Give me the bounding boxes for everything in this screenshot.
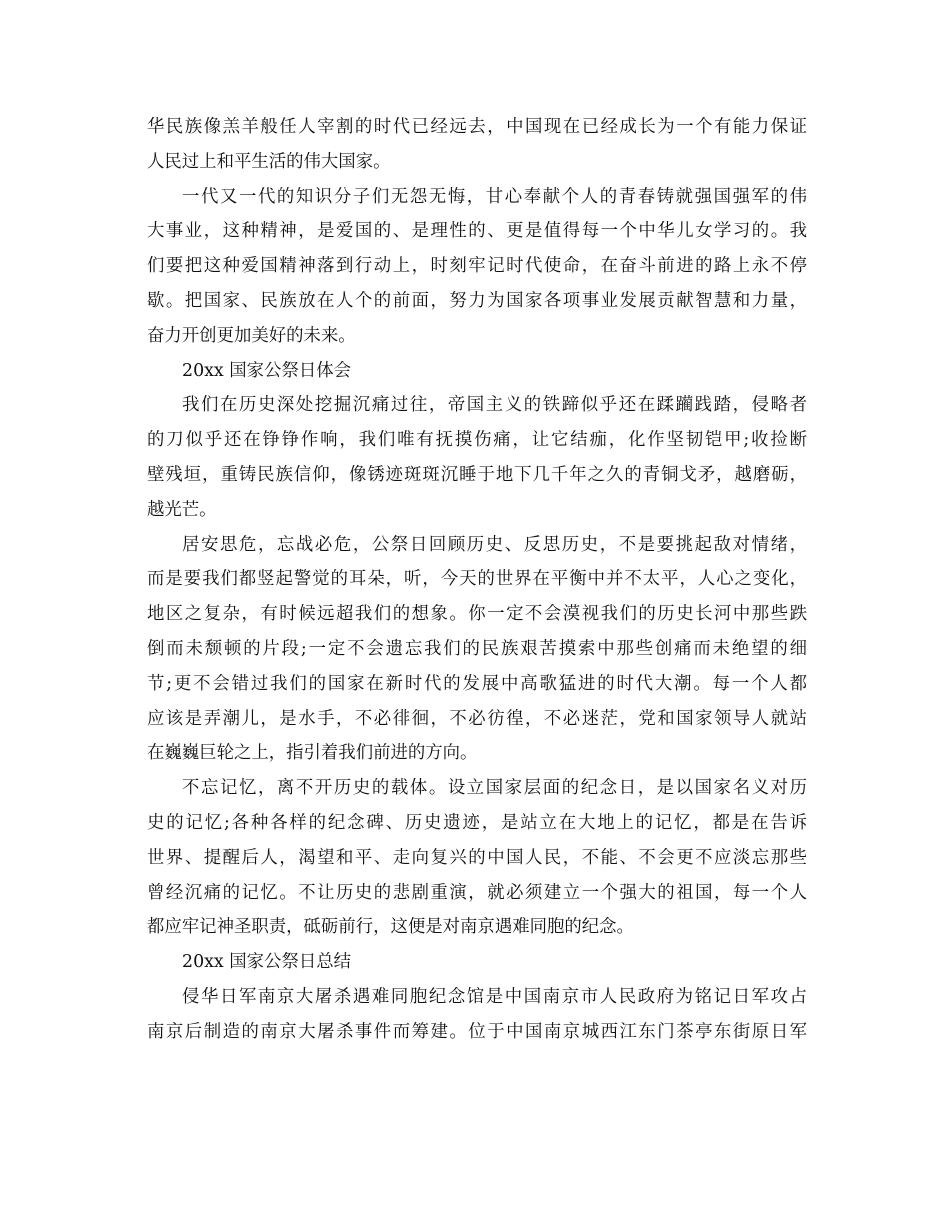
text-line: 大事业，这种精神，是爱国的、是理性的、更是值得每一个中华儿女学习的。我	[147, 221, 807, 242]
text-line: 倒而未颓顿的片段;一定不会遗忘我们的民族艰苦摸索中那些创痛而未绝望的细	[147, 638, 807, 659]
text-line: 的刀似乎还在铮铮作响，我们唯有抚摸伤痛，让它结痂，化作坚韧铠甲;收捡断	[147, 430, 807, 451]
text-line: 华民族像羔羊般任人宰割的时代已经远去，中国现在已经成长为一个有能力保证	[147, 117, 807, 137]
text-line: 歇。把国家、民族放在人个的前面，努力为国家各项事业发展贡献智慧和力量，	[147, 290, 807, 311]
text-line: 地区之复杂，有时候远超我们的想象。你一定不会漠视我们的历史长河中那些跌	[147, 604, 807, 625]
document-body	[147, 110, 807, 1050]
heading-text: 20xx 国家公祭日总结	[182, 952, 352, 973]
text-line: 史的记忆;各种各样的纪念碑、历史遗迹，是站立在大地上的记忆，都是在告诉	[147, 812, 807, 833]
text-line: 奋力开创更加美好的未来。	[147, 325, 356, 346]
paragraph	[147, 980, 807, 1050]
text-line: 不忘记忆，离不开历史的载体。设立国家层面的纪念日，是以国家名义对历	[182, 778, 807, 799]
section-heading	[147, 354, 807, 389]
text-line: 都应牢记神圣职责，砥砺前行，这便是对南京遇难同胞的纪念。	[147, 917, 634, 938]
text-line: 居安思危，忘战必危，公祭日回顾历史、反思历史，不是要挑起敌对情绪，	[182, 534, 807, 555]
text-line: 们要把这种爱国精神落到行动上，时刻牢记时代使命，在奋斗前进的路上永不停	[147, 256, 807, 277]
text-line: 曾经沉痛的记忆。不让历史的悲剧重演，就必须建立一个强大的祖国，每一个人	[147, 882, 807, 903]
text-line: 南京后制造的南京大屠杀事件而筹建。位于中国南京城西江东门茶亭东街原日军	[147, 1021, 807, 1042]
heading-text: 20xx 国家公祭日体会	[182, 360, 352, 381]
text-line: 应该是弄潮儿，是水手，不必徘徊，不必彷徨，不必迷茫，党和国家领导人就站	[147, 708, 807, 729]
text-line: 一代又一代的知识分子们无怨无悔，甘心奉献个人的青春铸就强国强军的伟	[182, 186, 807, 207]
text-line: 节;更不会错过我们的国家在新时代的发展中高歌猛进的时代大潮。每一个人都	[147, 673, 807, 694]
paragraph	[147, 110, 807, 180]
paragraph	[147, 771, 807, 945]
section-heading	[147, 945, 807, 980]
text-line: 壁残垣，重铸民族信仰，像锈迹斑斑沉睡于地下几千年之久的青铜戈矛，越磨砺，	[147, 464, 807, 485]
paragraph	[147, 388, 807, 527]
paragraph	[147, 180, 807, 354]
paragraph	[147, 528, 807, 772]
text-line: 我们在历史深处挖掘沉痛过往，帝国主义的铁蹄似乎还在蹂躏践踏，侵略者	[182, 395, 807, 416]
text-line: 侵华日军南京大屠杀遇难同胞纪念馆是中国南京市人民政府为铭记日军攻占	[182, 986, 807, 1007]
text-line: 在巍巍巨轮之上，指引着我们前进的方向。	[147, 743, 478, 764]
text-line: 世界、提醒后人，渴望和平、走向复兴的中国人民，不能、不会更不应淡忘那些	[147, 847, 807, 868]
text-line: 越光芒。	[147, 499, 217, 520]
text-line: 而是要我们都竖起警觉的耳朵，听，今天的世界在平衡中并不太平，人心之变化，	[147, 569, 807, 590]
text-line: 人民过上和平生活的伟大国家。	[147, 151, 391, 172]
